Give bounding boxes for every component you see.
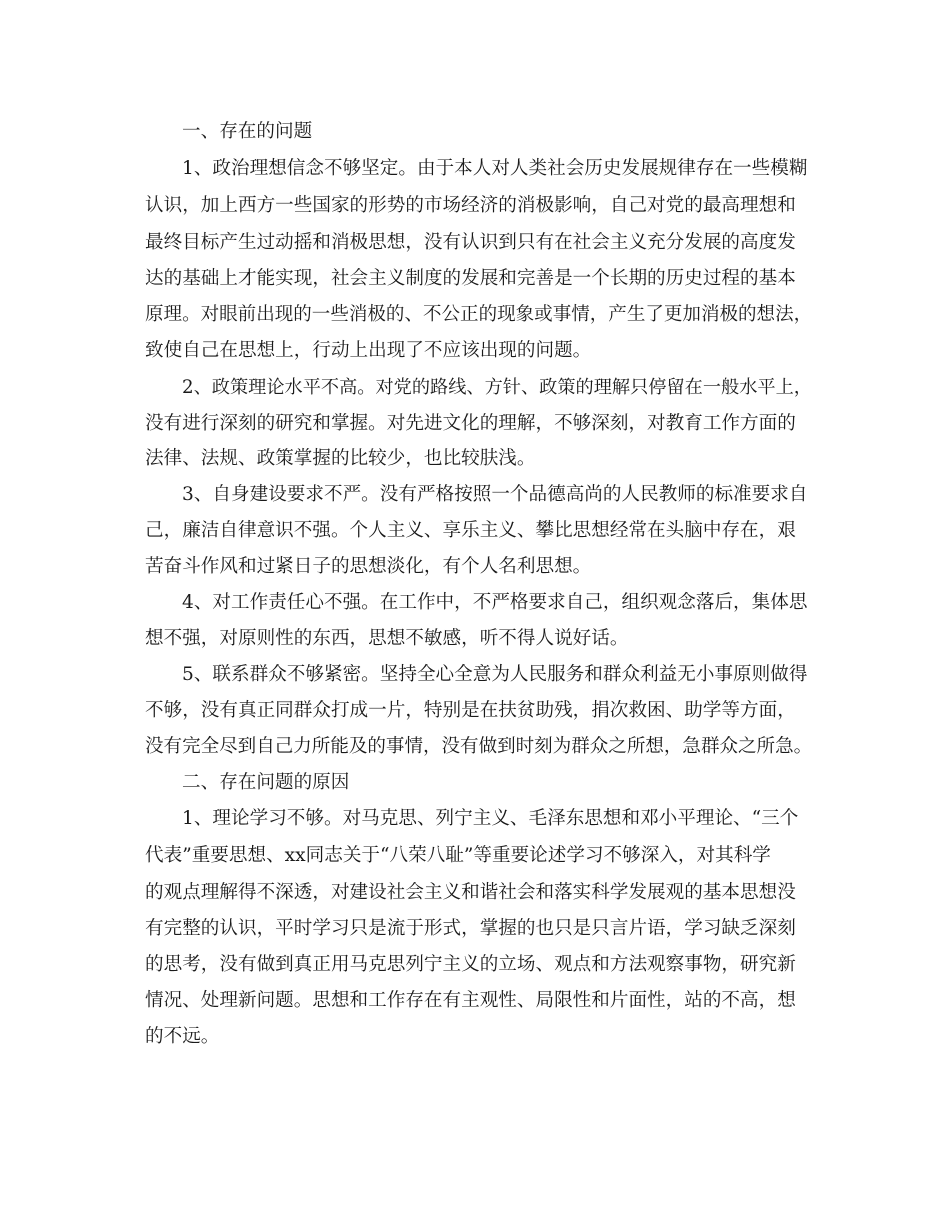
- paragraph-line: 情况、处理新问题。思想和工作存在有主观性、局限性和片面性，站的不高，想: [145, 990, 796, 1011]
- paragraph-line: 5、联系群众不够紧密。坚持全心全意为人民服务和群众利益无小事原则做得: [182, 664, 808, 685]
- paragraph-line: 1、理论学习不够。对马克思、列宁主义、毛泽东思想和邓小平理论、“三个: [182, 808, 799, 829]
- paragraph-line: 不够，没有真正同群众打成一片，特别是在扶贫助残，捐次救困、助学等方面，: [145, 700, 796, 721]
- paragraph-line: 原理。对眼前出现的一些消极的、不公正的现象或事情，产生了更加消极的想法，: [145, 304, 813, 325]
- paragraph-line: 苦奋斗作风和过紧日子的思想淡化，有个人名利思想。: [145, 556, 592, 577]
- paragraph-line: 的思考，没有做到真正用马克思列宁主义的立场、观点和方法观察事物，研究新: [145, 954, 796, 975]
- paragraph-line: 的观点理解得不深透，对建设社会主义和谐社会和落实科学发展观的基本思想没: [145, 882, 796, 903]
- paragraph-line: 代表”重要思想、xx同志关于“八荣八耻”等重要论述学习不够深入，对其科学: [145, 845, 771, 866]
- paragraph-line: 1、政治理想信念不够坚定。由于本人对人类社会历史发展规律存在一些模糊: [182, 158, 808, 179]
- paragraph-line: 法律、法规、政策掌握的比较少，也比较肤浅。: [145, 448, 536, 469]
- paragraph-line: 最终目标产生过动摇和消极思想，没有认识到只有在社会主义充分发展的高度发: [145, 232, 796, 253]
- paragraph-line: 致使自己在思想上，行动上出现了不应该出现的问题。: [145, 340, 592, 361]
- paragraph-line: 2、政策理论水平不高。对党的路线、方针、政策的理解只停留在一般水平上，: [182, 377, 812, 398]
- section-heading-causes: 二、存在问题的原因: [182, 772, 350, 793]
- paragraph-line: 的不远。: [145, 1026, 220, 1047]
- paragraph-line: 3、自身建设要求不严。没有严格按照一个品德高尚的人民教师的标准要求自: [182, 484, 808, 505]
- paragraph-line: 达的基础上才能实现，社会主义制度的发展和完善是一个长期的历史过程的基本: [145, 268, 796, 289]
- paragraph-line: 有完整的认识，平时学习只是流于形式，掌握的也只是只言片语，学习缺乏深刻: [145, 918, 796, 939]
- section-heading-problems: 一、存在的问题: [182, 121, 313, 142]
- paragraph-line: 没有进行深刻的研究和掌握。对先进文化的理解，不够深刻，对教育工作方面的: [145, 413, 796, 434]
- paragraph-line: 认识，加上西方一些国家的形势的市场经济的消极影响，自己对党的最高理想和: [145, 195, 796, 216]
- paragraph-line: 己，廉洁自律意识不强。个人主义、享乐主义、攀比思想经常在头脑中存在，艰: [145, 520, 796, 541]
- paragraph-line: 没有完全尽到自己力所能及的事情，没有做到时刻为群众之所想，急群众之所急。: [145, 736, 813, 757]
- paragraph-line: 4、对工作责任心不强。在工作中，不严格要求自己，组织观念落后，集体思: [182, 592, 808, 613]
- paragraph-line: 想不强，对原则性的东西，思想不敏感，听不得人说好话。: [145, 628, 629, 649]
